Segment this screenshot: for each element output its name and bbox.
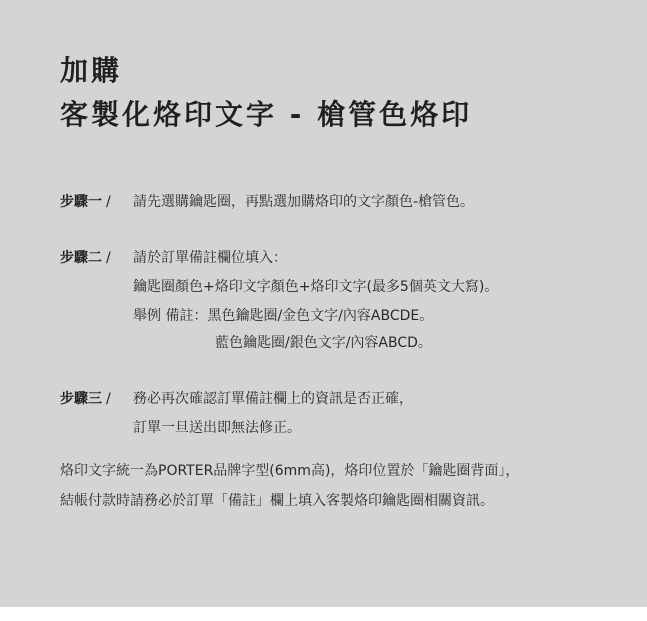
step-3-label-text: 步驟三 — [60, 391, 102, 407]
page-title-line2: 客製化烙印文字 - 槍管色烙印 — [60, 98, 473, 131]
step-2-label — [60, 251, 111, 265]
step-2-label-text: 步驟二 — [60, 250, 102, 266]
note-line-2: 結帳付款時請務必於訂單「備註」欄上填入客製烙印鑰匙圈相關資訊。 — [60, 493, 494, 509]
note-line-1: 烙印文字統一為PORTER品牌字型(6mm高)，烙印位置於「鑰匙圈背面」， — [60, 463, 520, 479]
step-2-line-1: 請於訂單備註欄位填入： — [133, 250, 287, 266]
step-3-line-2: 訂單一旦送出即無法修正。 — [133, 420, 301, 436]
step-3-label — [60, 392, 111, 406]
page-title-line1: 加購 — [60, 54, 123, 87]
step-2-line-2: 鑰匙圈顏色+烙印文字顏色+烙印文字(最多5個英文大寫)。 — [133, 279, 499, 295]
step-1-label-text: 步驟一 — [60, 194, 102, 210]
step-3-line-1: 務必再次確認訂單備註欄上的資訊是否正確， — [133, 391, 413, 407]
step-2-line-3: 舉例 備註：黑色鑰匙圈/金色文字/內容ABCDE。 — [133, 308, 434, 324]
step-3-slash: / — [106, 391, 111, 407]
step-2-line-4: 藍色鑰匙圈/銀色文字/內容ABCD。 — [215, 335, 432, 351]
step-1-slash: / — [106, 194, 111, 210]
step-1-line-1: 請先選購鑰匙圈，再點選加購烙印的文字顏色-槍管色。 — [133, 194, 475, 210]
step-1-label — [60, 195, 111, 209]
step-2-slash: / — [106, 250, 111, 266]
